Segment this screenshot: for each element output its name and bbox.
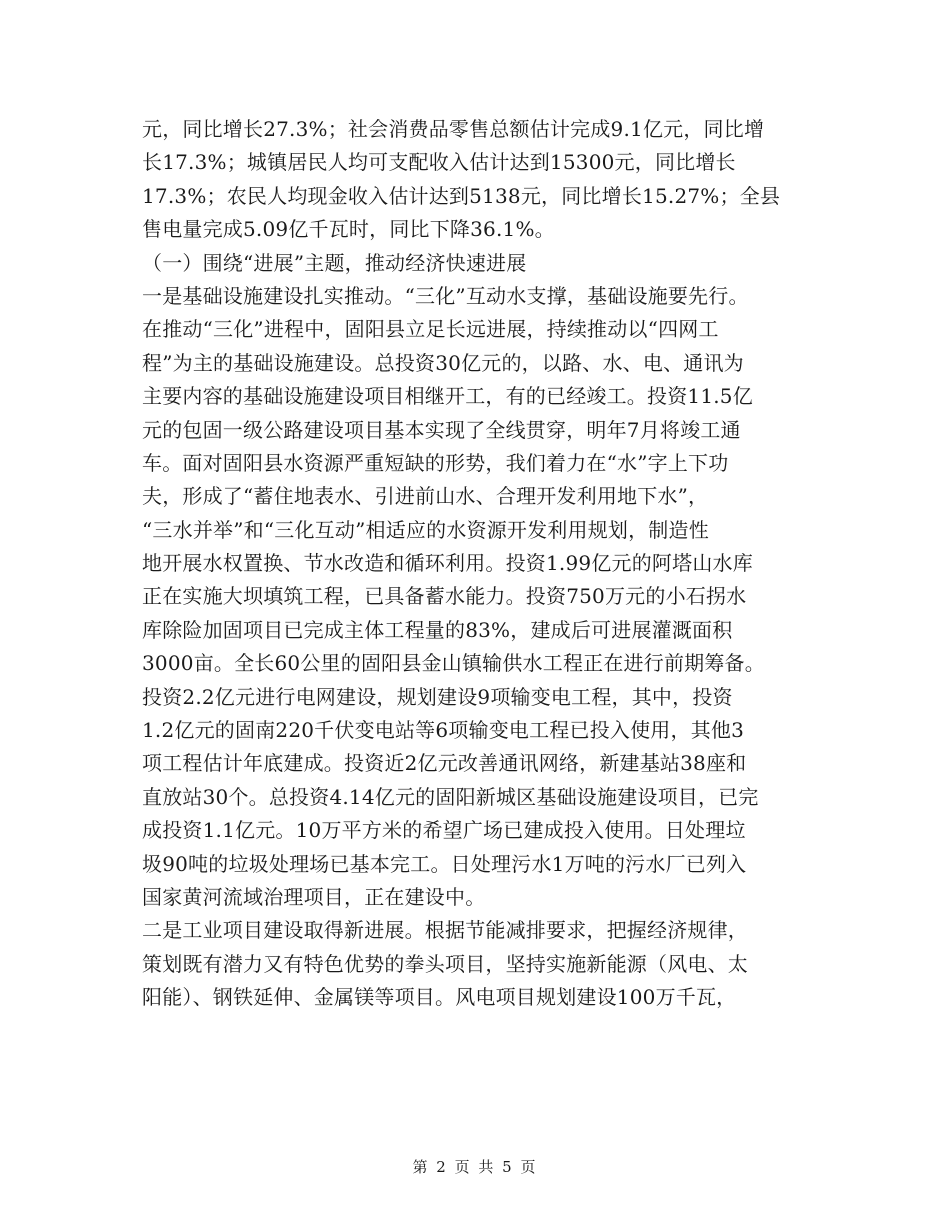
text-line: （一）围绕“进展”主题，推动经济快速进展 [142,250,527,275]
text-line: 库除险加固项目已完成主体工程量的83%，建成后可进展灌溉面积 [142,617,733,642]
text-line: 夫，形成了“蓄住地表水、引进前山水、合理开发利用地下水”， [142,484,709,509]
text-line: 3000亩。全长60公里的固阳县金山镇输供水工程正在进行前期筹备。 [142,651,765,676]
text-line: 投资2.2亿元进行电网建设，规划建设9项输变电工程，其中，投资 [142,684,733,709]
text-line: 17.3%；农民人均现金收入估计达到5138元，同比增长15.27%；全县 [142,183,781,208]
body-text [142,113,822,1015]
text-line: 在推动“三化”进程中，固阳县立足长远进展，持续推动以“四网工 [142,317,719,342]
text-line: 程”为主的基础设施建设。总投资30亿元的，以路、水、电、通讯为 [142,350,744,375]
text-line: 1.2亿元的固南220千伏变电站等6项输变电工程已投入使用，其他3 [142,718,745,743]
text-line: 一是基础设施建设扎实推动。“三化”互动水支撑，基础设施要先行。 [142,283,749,308]
text-line: 国家黄河流域治理项目，正在建设中。 [142,884,486,909]
text-line: 元，同比增长27.3%；社会消费品零售总额估计完成9.1亿元，同比增 [142,117,765,141]
text-line: 圾90吨的垃圾处理场已基本完工。日处理污水1万吨的污水厂已列入 [142,851,747,876]
text-line: 车。面对固阳县水资源严重短缺的形势，我们着力在“水”字上下功 [142,450,729,475]
text-line: 主要内容的基础设施建设项目相继开工，有的已经竣工。投资11.5亿 [142,384,753,409]
text-line: 地开展水权置换、节水改造和循环利用。投资1.99亿元的阿塔山水库 [142,551,753,576]
text-line: 直放站30个。总投资4.14亿元的固阳新城区基础设施建设项目，已完 [142,784,759,809]
text-line: 二是工业项目建设取得新进展。根据节能减排要求，把握经济规律， [142,918,748,943]
text-line: 正在实施大坝填筑工程，已具备蓄水能力。投资750万元的小石拐水 [142,584,747,609]
text-line: 成投资1.1亿元。10万平方米的希望广场已建成投入使用。日处理垃 [142,818,746,843]
text-line: 售电量完成5.09亿千瓦时，同比下降36.1%。 [142,217,555,242]
page-footer: 第 2 页 共 5 页 [412,1158,538,1176]
text-line: 长17.3%；城镇居民人均可支配收入估计达到15300元，同比增长 [142,150,736,175]
text-line: 元的包固一级公路建设项目基本实现了全线贯穿，明年7月将竣工通 [142,417,741,442]
text-line: 阳能）、钢铁延伸、金属镁等项目。风电项目规划建设100万千瓦， [142,985,737,1010]
text-line: 策划既有潜力又有特色优势的拳头项目，坚持实施新能源（风电、太 [142,951,748,976]
text-line: “三水并举”和“三化互动”相适应的水资源开发利用规划，制造性 [142,517,709,542]
text-line: 项工程估计年底建成。投资近2亿元改善通讯网络，新建基站38座和 [142,751,747,776]
